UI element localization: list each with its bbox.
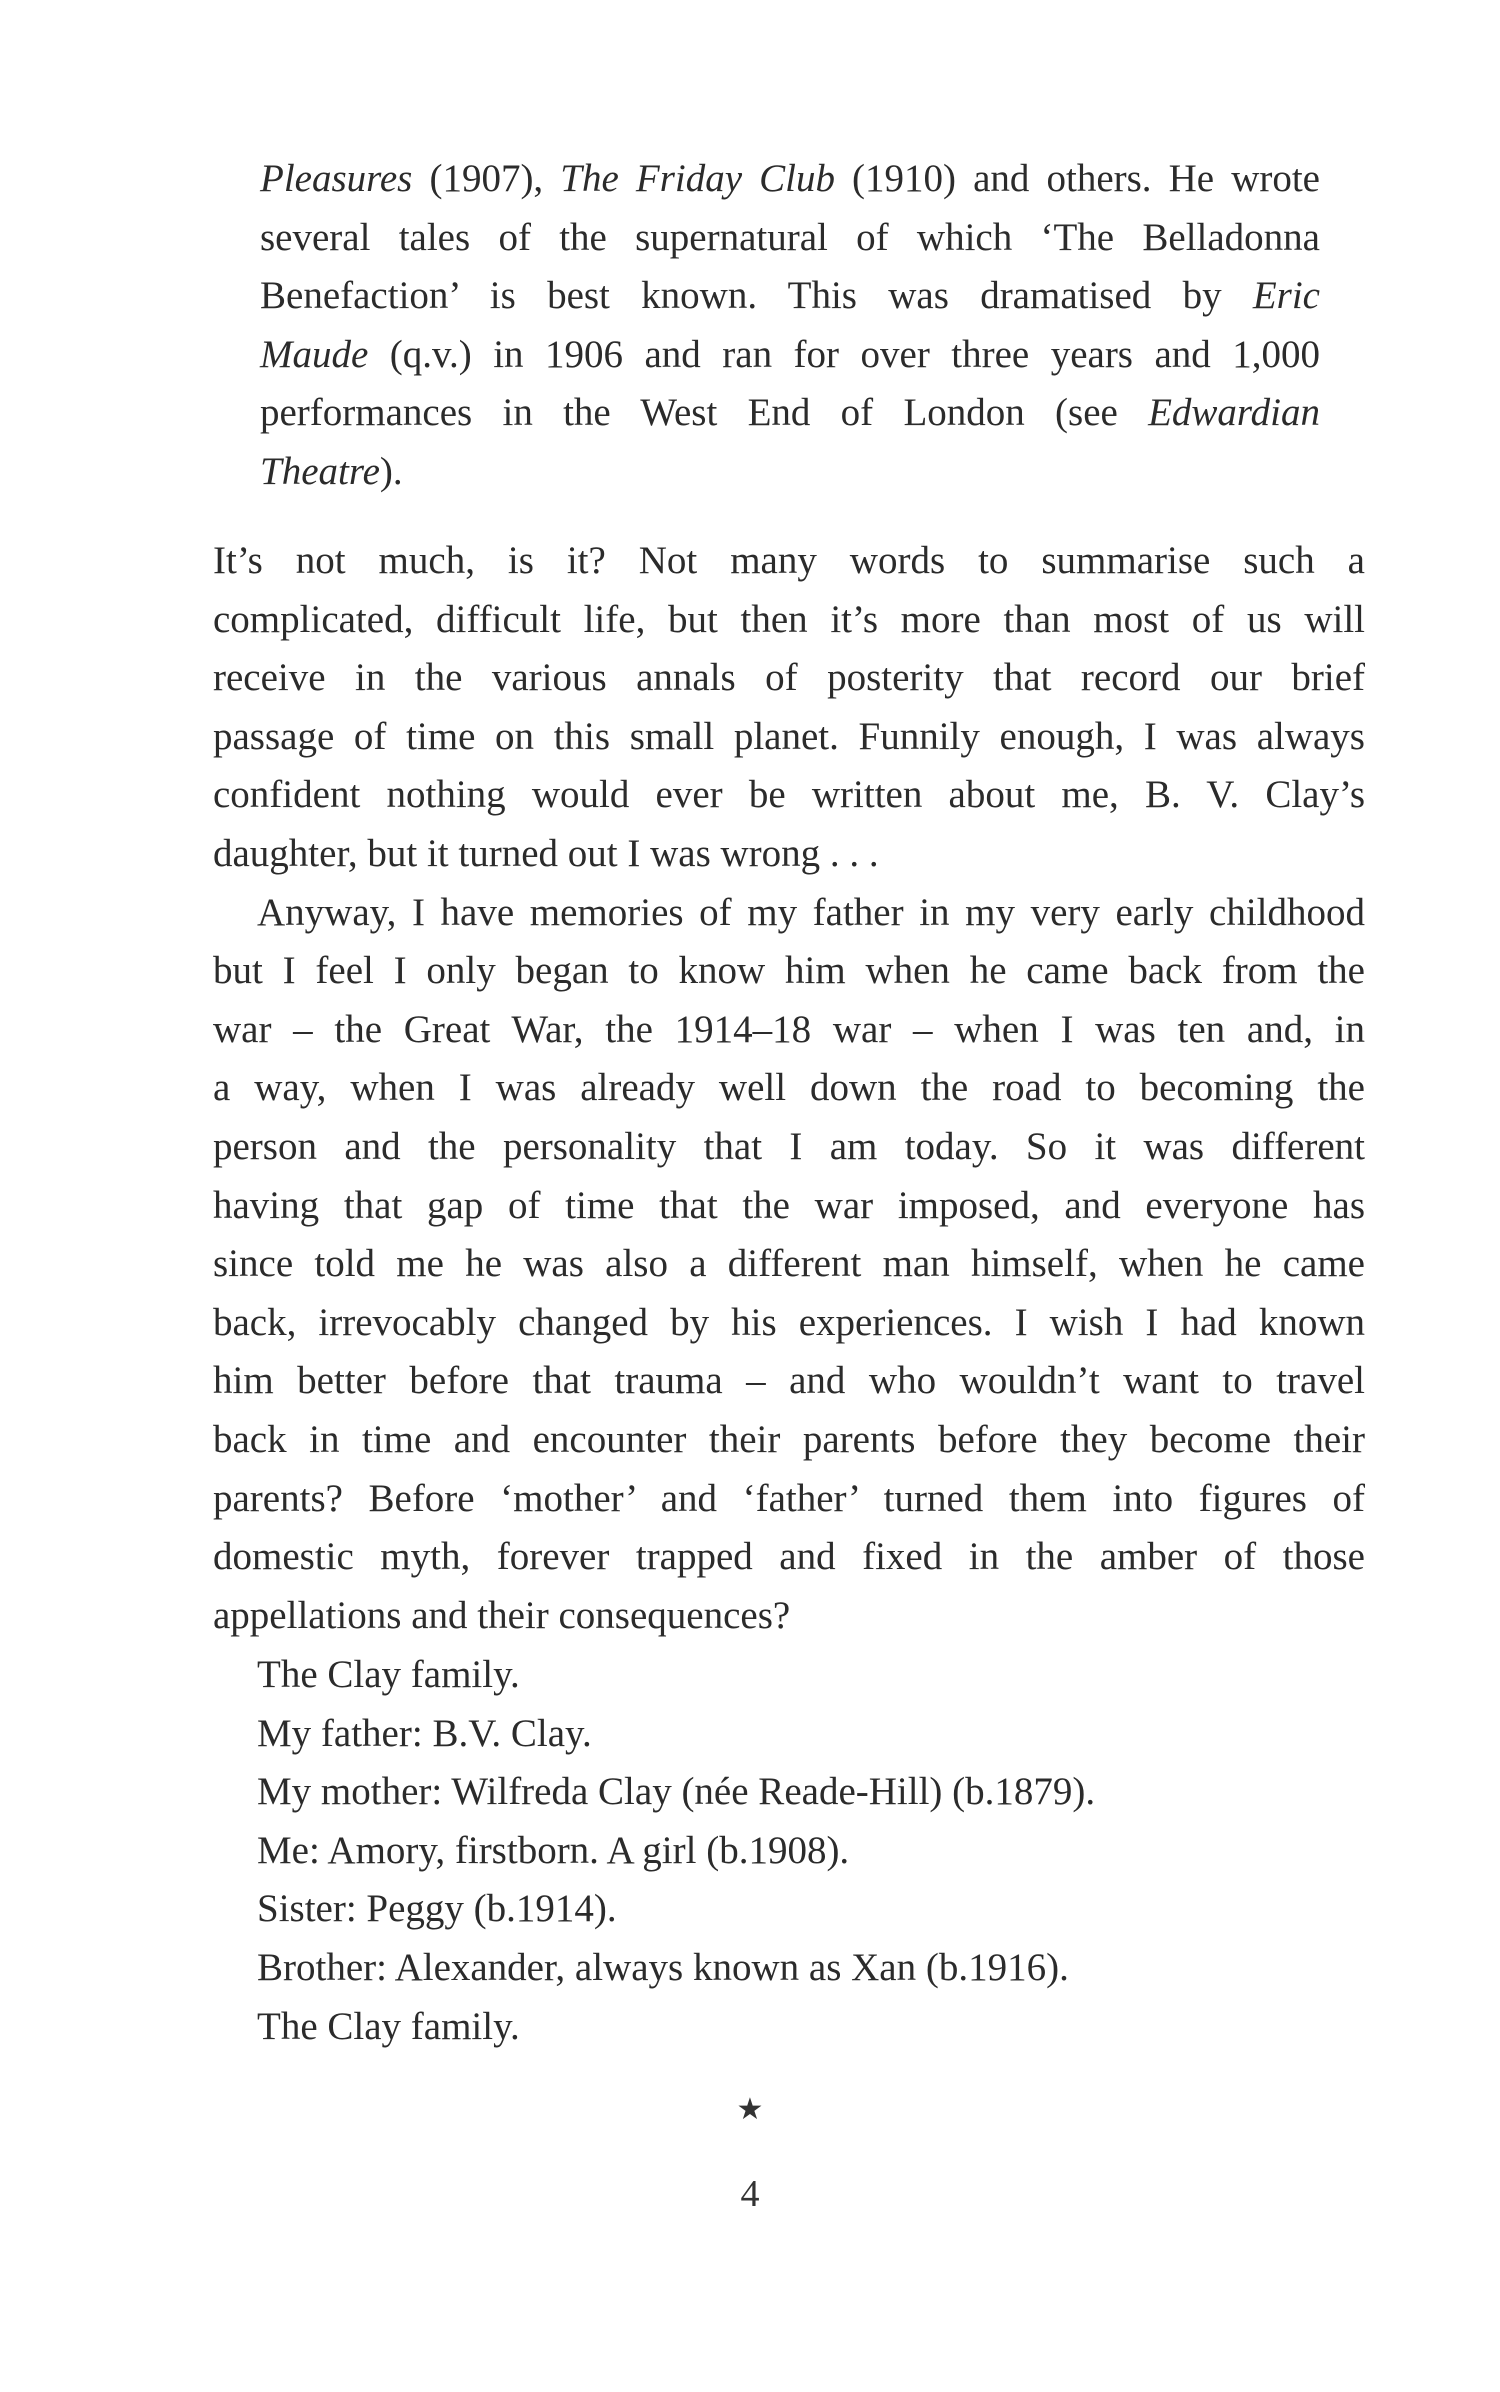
quote-text: (1910) and others. He wrote <box>834 157 1320 200</box>
quote-text: (q.v.) in 1906 and ran for over three years and 1,000 <box>368 332 1320 376</box>
italic-name: Maude <box>260 332 369 376</box>
quote-text: (1907), <box>412 157 561 200</box>
paragraph-line: him better before that trauma – and who wouldn’t want to travel <box>213 1359 1365 1403</box>
italic-title: Pleasures <box>260 157 413 200</box>
paragraph-line: daughter, but it turned out I was wrong . . . <box>213 831 879 875</box>
paragraph-line: Anyway, I have memories of my father in my very early childhood <box>257 890 1365 934</box>
list-item: My mother: Wilfreda Clay (née Reade-Hill) (b.1879). <box>257 1770 1096 1814</box>
quoted-entry <box>260 150 1320 502</box>
paragraph-line: domestic myth, forever trapped and fixed in the amber of those <box>213 1535 1365 1579</box>
paragraph-line: complicated, difficult life, but then it’s more than most of us will <box>213 597 1365 641</box>
italic-title: Edwardian <box>1148 391 1320 435</box>
paragraph-line: appellations and their consequences? <box>213 1593 791 1637</box>
paragraph-line: but I feel I only began to know him when he came back from the <box>213 949 1365 993</box>
paragraph-line: back in time and encounter their parents before they become their <box>213 1417 1365 1461</box>
list-item: Sister: Peggy (b.1914). <box>257 1887 617 1931</box>
italic-title: The Friday Club <box>560 157 835 200</box>
family-list <box>257 1646 1357 2056</box>
paragraph-line: It’s not much, is it? Not many words to summarise such a <box>213 539 1365 582</box>
quote-text: several tales of the supernatural of which ‘The Belladonna <box>260 215 1320 259</box>
quote-line <box>260 326 1320 385</box>
paragraph-line: passage of time on this small planet. Funnily enough, I was always <box>213 714 1365 758</box>
quote-line <box>260 267 1320 326</box>
list-item: The Clay family. <box>257 2004 520 2048</box>
list-item: My father: B.V. Clay. <box>257 1711 592 1755</box>
narrative-paragraphs <box>213 532 1365 1645</box>
italic-title: Theatre <box>260 449 380 493</box>
list-item: Brother: Alexander, always known as Xan (b.1916). <box>257 1945 1069 1989</box>
section-separator-star-icon: ★ <box>736 2092 764 2127</box>
paragraph-line: receive in the various annals of posterity that record our brief <box>213 656 1365 700</box>
quote-text: ). <box>379 449 403 493</box>
list-item: The Clay family. <box>257 1653 520 1696</box>
quote-text: performances in the West End of London (see <box>260 391 1149 435</box>
quote-line <box>260 384 1320 443</box>
paragraph-line: since told me he was also a different man himself, when he came <box>213 1242 1365 1286</box>
paragraph-line: confident nothing would ever be written about me, B. V. Clay’s <box>213 773 1365 817</box>
paragraph-line: a way, when I was already well down the road to becoming the <box>213 1066 1365 1110</box>
quote-line <box>260 443 1320 502</box>
paragraph-line: back, irrevocably changed by his experiences. I wish I had known <box>213 1300 1365 1344</box>
paragraph-line: war – the Great War, the 1914–18 war – when I was ten and, in <box>213 1007 1365 1051</box>
quote-line <box>260 150 1320 209</box>
page-number: 4 <box>740 2173 760 2215</box>
quote-text: Benefaction’ is best known. This was dramatised by <box>260 274 1253 318</box>
paragraph-line: having that gap of time that the war imposed, and everyone has <box>213 1183 1365 1227</box>
list-item: Me: Amory, firstborn. A girl (b.1908). <box>257 1828 850 1872</box>
paragraph-line: person and the personality that I am today. So it was different <box>213 1124 1365 1168</box>
italic-name: Eric <box>1252 274 1320 318</box>
quote-line <box>260 209 1320 268</box>
paragraph-line: parents? Before ‘mother’ and ‘father’ turned them into figures of <box>213 1476 1365 1520</box>
